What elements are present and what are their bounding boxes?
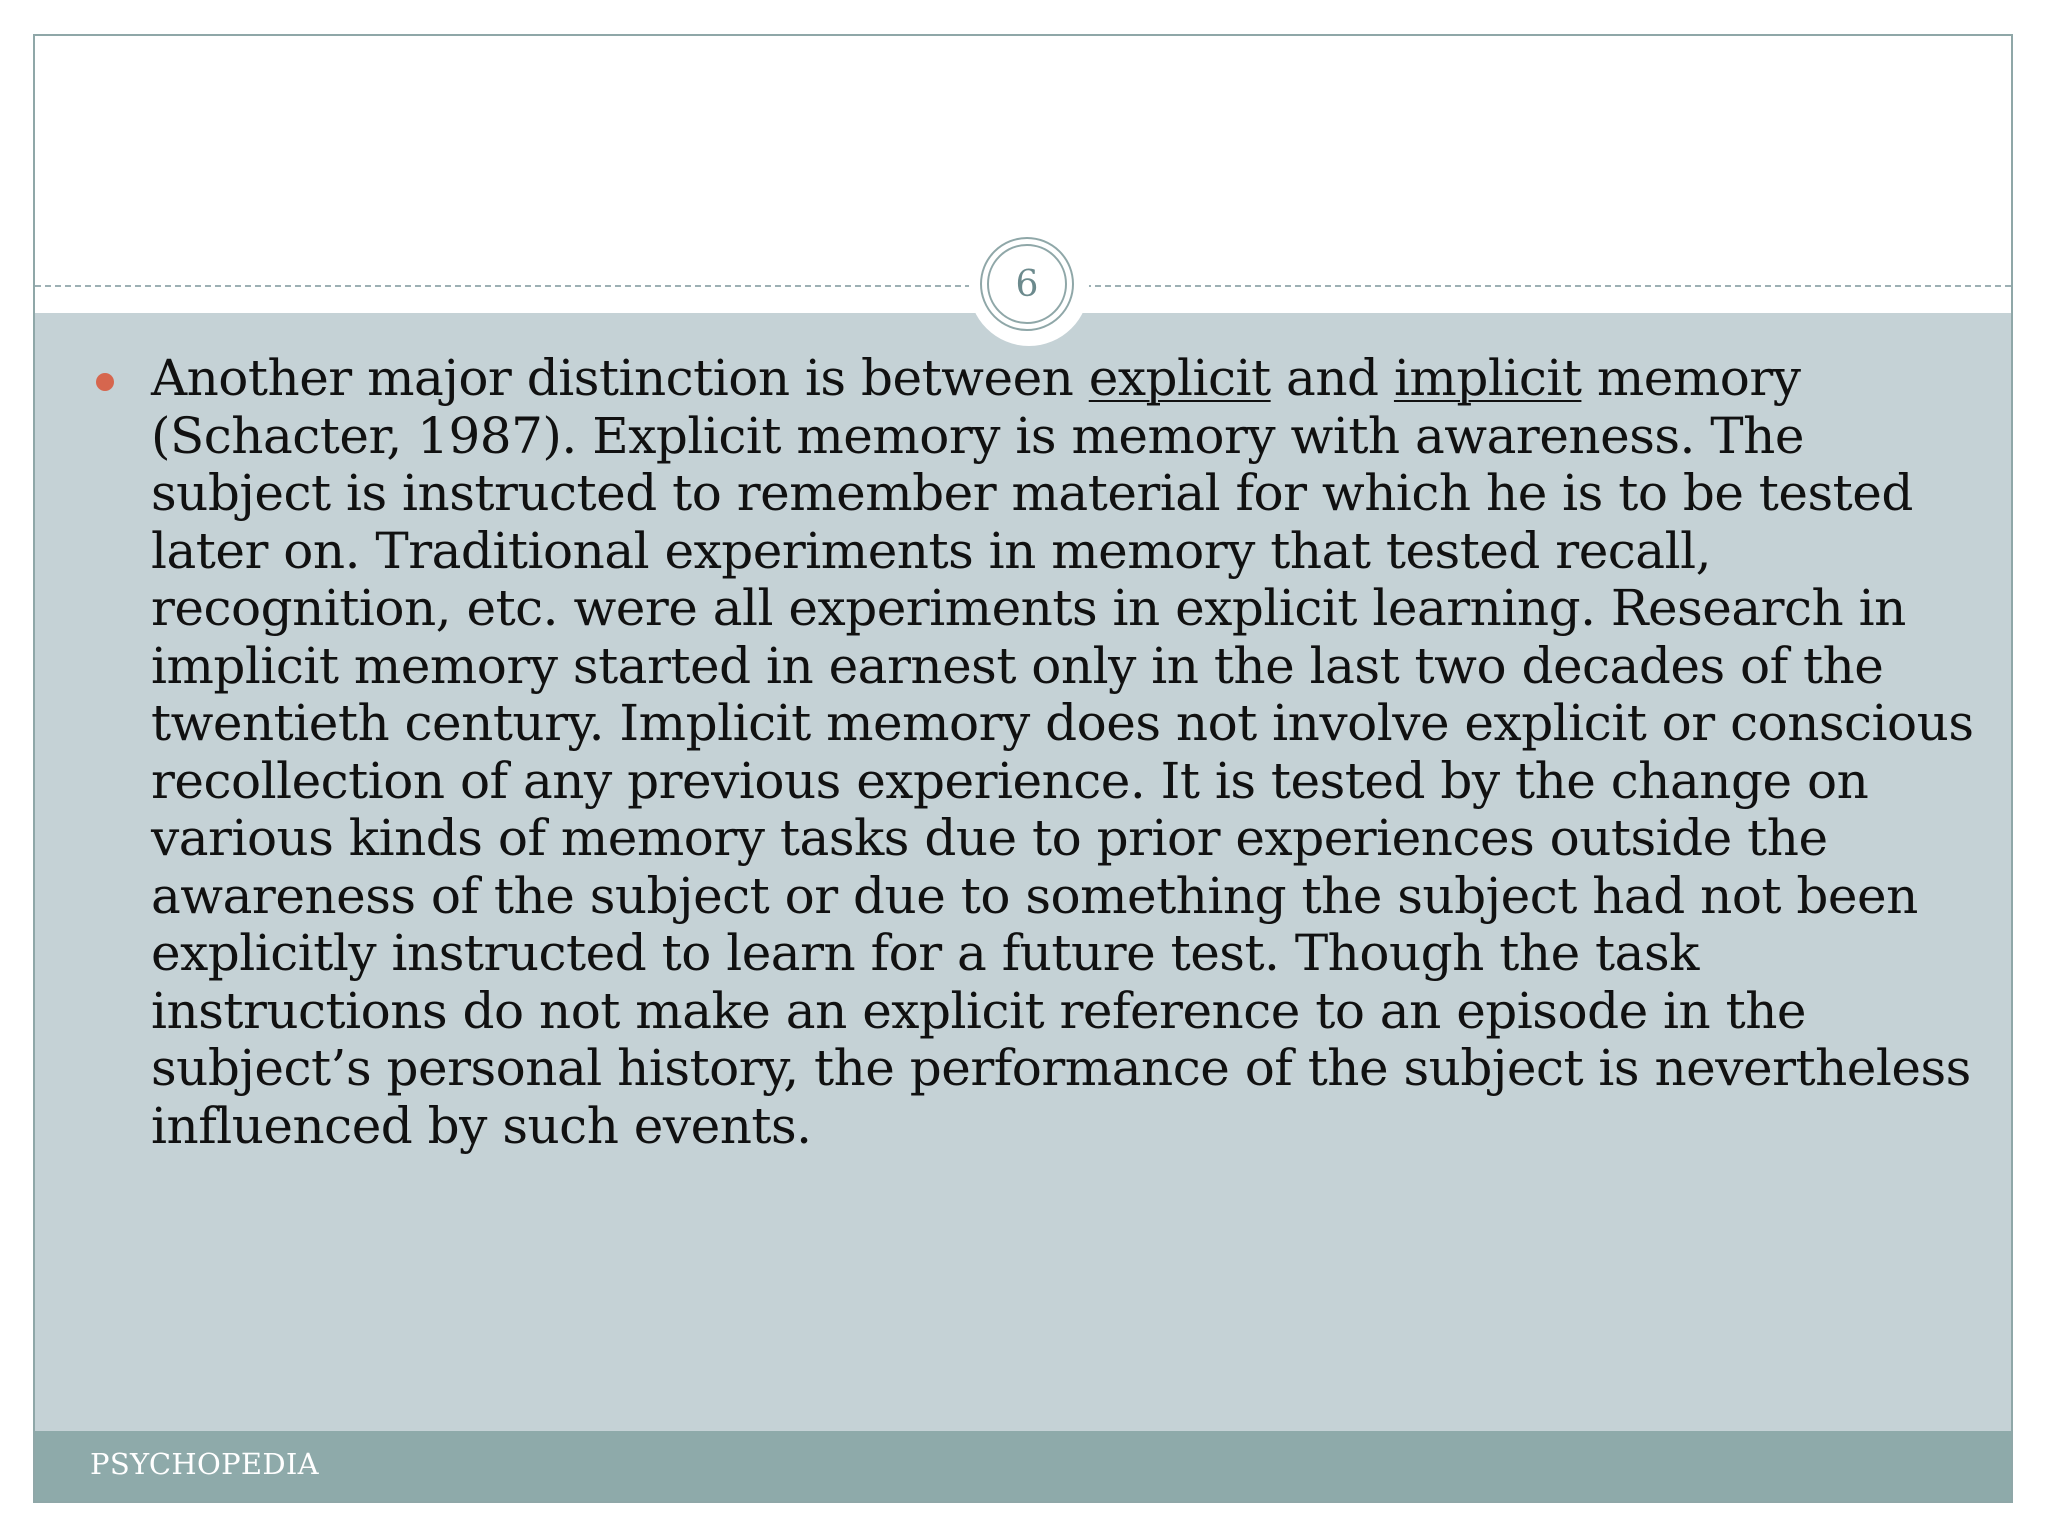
term-explicit: explicit	[1088, 349, 1271, 407]
footer-label: PSYCHOPEDIA	[90, 1447, 319, 1481]
slide	[33, 34, 2013, 1503]
bullet-text-part1: Another major distinction is between	[151, 349, 1089, 407]
slide-number: 6	[987, 244, 1067, 324]
footer-bar	[35, 1431, 2011, 1501]
slide-number-badge	[980, 237, 1074, 331]
term-implicit: implicit	[1393, 349, 1582, 407]
bullet-dot-icon	[96, 373, 114, 391]
bullet-text-part2: and	[1270, 349, 1394, 407]
bullet-text-part3: memory (Schacter, 1987). Explicit memory is memory with awareness. The subject is instructed to remember material for which he is to be tested later on. Traditional experiments in memory that tested recall, recognition, etc. were all experiments in explicit learning. Research in implicit memory started in earnest only in the last two decades of the twentieth century. Implicit memory does not involve explicit or conscious recollection of any previous experience. It is tested by the change on various kinds of memory tasks due to prior experiences outside the awareness of the subject or due to something the subject had not been explicitly instructed to learn for a future test. Though the task instructions do not make an explicit reference to an episode in the subject’s personal history, the performance of the subject is nevertheless influenced by such events.	[151, 349, 1974, 1155]
bullet-text	[151, 350, 1991, 1155]
